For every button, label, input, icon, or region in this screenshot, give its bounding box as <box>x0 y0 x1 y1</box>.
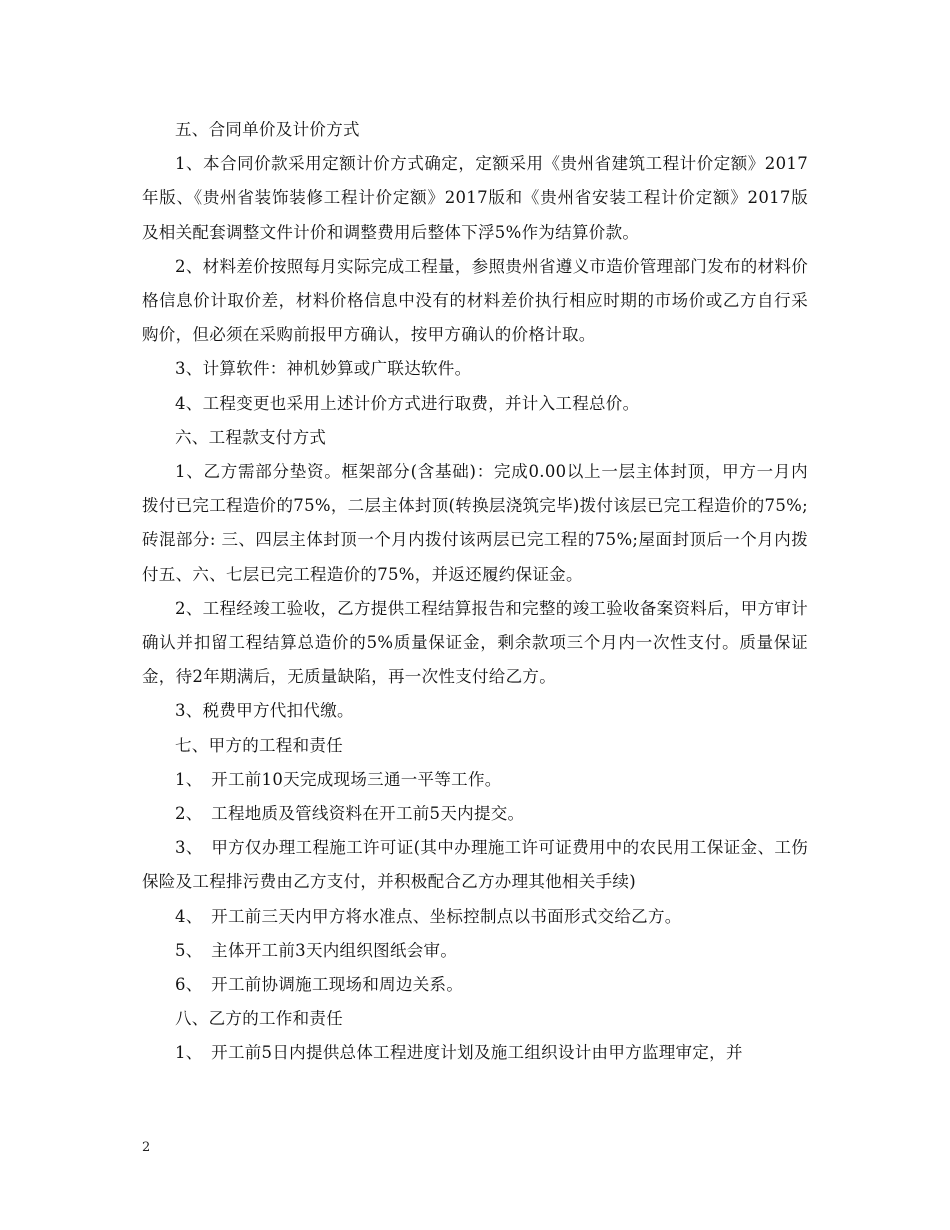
paragraph: 3、计算软件：神机妙算或广联达软件。 <box>175 359 472 379</box>
paragraph: 1、本合同价款采用定额计价方式确定，定额采用《贵州省建筑工程计价定额》2017年版、《贵州省装饰装修工程计价定额》2017版和《贵州省安装工程计价定额》2017版及相关配套调整文件计价和调整费用后整体下浮5%作为结算价款。 <box>142 154 808 242</box>
page-number: 2 <box>142 1140 151 1155</box>
paragraph: 4、工程变更也采用上述计价方式进行取费，并计入工程总价。 <box>175 393 640 413</box>
section-heading-8: 八、乙方的工作和责任 <box>175 1009 343 1029</box>
document-body <box>142 113 808 1071</box>
paragraph: 1、乙方需部分垫资。框架部分(含基础)：完成0.00以上一层主体封顶，甲方一月内拨付已完工程造价的75%，二层主体封顶(转换层浇筑完毕)拨付该层已完工程造价的75%;砖混部分: 三、四层主体封顶一个月内拨付该两层已完工程的75%;屋面封顶后一个月内拨付五、六、七层已完工程造价的75%，并返还履约保证金。 <box>142 462 808 584</box>
list-item: 4、 开工前三天内甲方将水准点、坐标控制点以书面形式交给乙方。 <box>175 906 682 926</box>
paragraph: 2、工程经竣工验收，乙方提供工程结算报告和完整的竣工验收备案资料后，甲方审计确认并扣留工程结算总造价的5%质量保证金，剩余款项三个月内一次性支付。质量保证金，待2年期满后，无质量缺陷，再一次性支付给乙方。 <box>142 598 808 687</box>
list-item: 1、 开工前10天完成现场三通一平等工作。 <box>175 769 502 789</box>
list-item: 1、 开工前5日内提供总体工程进度计划及施工组织设计由甲方监理审定，并 <box>175 1043 743 1063</box>
section-heading-5: 五、合同单价及计价方式 <box>175 120 360 139</box>
list-item: 6、 开工前协调施工现场和周边关系。 <box>175 975 464 995</box>
section-heading-6: 六、工程款支付方式 <box>175 427 327 447</box>
list-item: 3、 甲方仅办理工程施工许可证(其中办理施工许可证费用中的农民用工保证金、工伤保险及工程排污费由乙方支付，并积极配合乙方办理其他相关手续) <box>142 838 808 892</box>
paragraph: 2、材料差价按照每月实际完成工程量，参照贵州省遵义市造价管理部门发布的材料价格信息价计取价差，材料价格信息中没有的材料差价执行相应时期的市场价或乙方自行采购价，但必须在采购前报甲方确认，按甲方确认的价格计取。 <box>142 256 808 345</box>
section-heading-7: 七、甲方的工程和责任 <box>175 735 343 755</box>
list-item: 2、 工程地质及管线资料在开工前5天内提交。 <box>175 804 525 824</box>
list-item: 5、 主体开工前3天内组织图纸会审。 <box>175 940 458 960</box>
paragraph: 3、税费甲方代扣代缴。 <box>175 701 354 721</box>
